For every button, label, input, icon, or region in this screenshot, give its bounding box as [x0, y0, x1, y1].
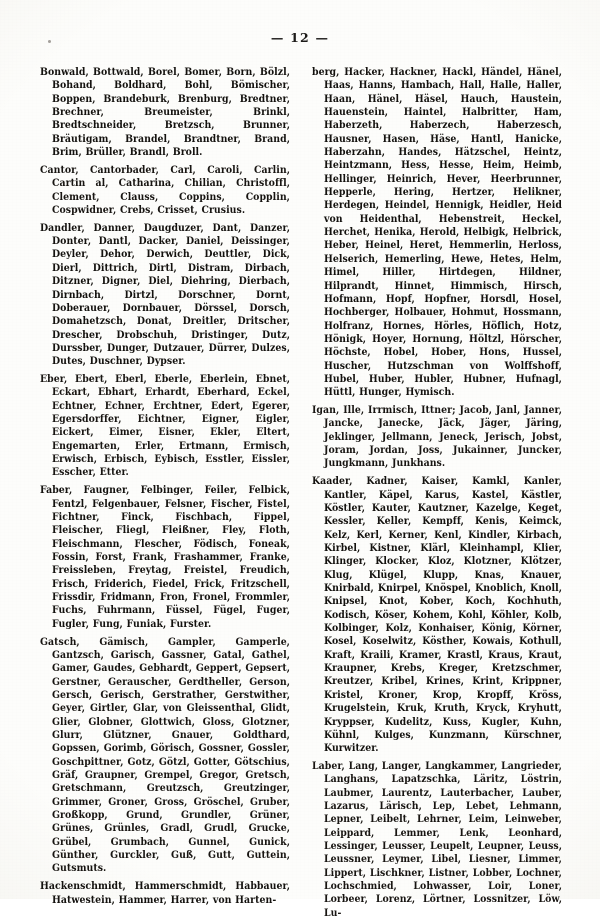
surname-block-k: Kaader, Kadner, Kaiser, Kamkl, Kanler, Kantler, Käpel, Karus, Kastel, Kästler, Köstler, Kauter, Kautzner, Kazelge, Keget, Kessler, Keller, Kempff, Kenis, Keimck, Kelz, Kerl, Kerner, Kenl, Kindler, Kirbach, Kirbel, Kistner, Klärl, Kleinhampl, Klier, Klinger, Klocker, Kloz, Klotzner, Klötzer, Klug, Klügel, Klupp, Knas, Knauer, Knirbald, Knirpel, Knöspel, Knoblich, Knoll, Knipsel, Knot, Kober, Koch, Kochhuth, Kodisch, Köser, Kohem, Kohl, Köhler, Kolb, Kolbinger, Kolz, Konhaiser, König, Körner, Kosel, Koselwitz, Kösther, Kowais, Kothull, Kraft, Kraili, Kramer, Krastl, Kraus, Kraut, Kraupner, Krebs, Kreger, Kretzschmer, Kreutzer, Kribel, Krines, Krint, Krippner, Kristel, Kroner, Krop, Kropff, Kröss, Krugelstein, Kruk, Kruth, Kryck, Kryhutt, Kryppser, Kudelitz, Kuss, Kugler, Kuhn, Kühnl, Kulges, Kunzmann, Kürschner, Kurwitzer. — [312, 475, 562, 755]
surname-block-f: Faber, Faugner, Felbinger, Feiler, Felbick, Fentzl, Felgenbauer, Felsner, Fischer, Fistel, Fichtner, Finck, Fischbach, Fippel, Fleischer, Fliegl, Fleißner, Fley, Floth, Fleischmann, Flescher, Födisch, Foneak, Fossin, Forst, Frank, Frashammer, Franke, Freissleben, Freytag, Freistel, Freudich, Frisch, Friderich, Fiedel, Frick, Fritzschell, Frissdir, Fridmann, Fron, Fronel, Frommler, Fuchs, Fuhrmann, Füssel, Fügel, Fuger, Fugler, Fung, Funiak, Furster. — [40, 484, 290, 630]
right-column — [312, 66, 562, 919]
surname-block-c: Cantor, Cantorbader, Carl, Caroli, Carlin, Cartin al, Catharina, Chilian, Christoffl, Clement, Clauss, Coppins, Copplin, Cospwidner, Crebs, Crisset, Crusius. — [40, 163, 290, 216]
surname-block-g: Gatsch, Gämisch, Gampler, Gamperle, Gantzsch, Garisch, Gassner, Gatal, Gathel, Gamer, Gaudes, Gebhardt, Geppert, Gepsert, Gerstner, Gerauscher, Gerdtheller, Gerson, Gersch, Gerisch, Gerstrather, Gerstwither, Geyer, Girtler, Glar, von Gleissenthal, Glidt, Glier, Globner, Glottwich, Gloss, Glotzner, Glurr, Glützner, Gnauer, Goldthard, Gopssen, Gorimb, Görisch, Gossner, Gossler, Goschpittner, Gotz, Götzl, Gotter, Götschius, Gräf, Graupner, Grempel, Gregor, Gretsch, Gretschmann, Greutzsch, Greutzinger, Grimmer, Groner, Gross, Gröschel, Gruber, Großkopp, Grund, Grundler, Grüner, Grünes, Grünles, Gradl, Grudl, Grucke, Grübel, Grumbach, Gunnel, Gunick, Günther, Gurckler, Guß, Gutt, Guttein, Gutsmuts. — [40, 635, 290, 875]
surname-block-d: Dandler, Danner, Daugduzer, Dant, Danzer, Donter, Dantl, Dacker, Daniel, Deissinger, Deyler, Dehor, Derwich, Deuttler, Dick, Dierl, Dittrich, Dirtl, Distram, Dirbach, Ditzner, Digner, Diel, Diehring, Dierbach, Dirnbach, Dirtzl, Dorschner, Dornt, Doberauer, Dornbauer, Dörssel, Dorsch, Domahetzsch, Donat, Dreitler, Dritscher, Drescher, Drobschuh, Dristinger, Dutz, Durssber, Dunger, Dutzauer, Dürrer, Dulzes, Dutes, Duschner, Dypser. — [40, 221, 290, 368]
surname-block-i-j: Igan, Ille, Irrmisch, Ittner; Jacob, Janl, Janner, Jancke, Janecke, Jäck, Jäger, Järing, Jeklinger, Jellmann, Jeneck, Jerisch, Jobst, Joram, Jordan, Joss, Jukainner, Juncker, Jungkmann, Junkhans. — [312, 404, 562, 470]
surname-block-e: Eber, Ebert, Eberl, Eberle, Eberlein, Ebnet, Eckart, Ebhart, Erhardt, Eberhard, Eckel, Echtner, Echner, Erchtner, Edert, Egerer, Egersdorffer, Eichtner, Eigner, Eigler, Eickert, Eimer, Eisner, Ekler, Eltert, Engemarten, Erler, Ertmann, Ermisch, Erwisch, Erbisch, Eybisch, Esstler, Eissler, Esscher, Etter. — [40, 373, 290, 479]
surname-block-l: Laber, Lang, Langer, Langkammer, Langrieder, Langhans, Lapatzschka, Läritz, Löstrin, Laubmer, Laurentz, Lauterbacher, Lauber, Lazarus, Lärisch, Lep, Lebet, Lehmann, Lepner, Leibelt, Lehrner, Leim, Leinweber, Leippard, Lemmer, Lenk, Leonhard, Lessinger, Leusser, Leupelt, Leupner, Leuss, Leussner, Leymer, Libel, Liesner, Limmer, Lippert, Lischkner, Listner, Lobber, Lochner, Lochschmied, Lohwasser, Loir, Loner, Lorbeer, Lorenz, Lörtner, Lossnitzer, Löw, Lu- — [312, 760, 562, 919]
surname-block-h-continued: berg, Hacker, Hackner, Hackl, Händel, Hänel, Haas, Hanns, Hambach, Hall, Halle, Haller, Haan, Hänel, Häsel, Hauch, Haustein, Hauenstein, Haintel, Halbritter, Ham, Haberzeth, Haberzech, Haberzesch, Hausner, Hasen, Häse, Hantl, Hanicke, Haberzahn, Handes, Hätzschel, Heintz, Heintzmann, Hess, Hesse, Heim, Heimb, Hellinger, Heinrich, Hever, Heerbrunner, Hepperle, Hering, Hertzer, Helikner, Herdegen, Heindel, Hennigk, Heidler, Heid von Heidenthal, Hebenstreit, Heckel, Herchet, Henika, Herold, Helbigk, Helbrick, Heber, Heinel, Heret, Hemmerlin, Herloss, Helserich, Hemerling, Hewe, Hetes, Helm, Himel, Hiller, Hirtdegen, Hildner, Hilprandt, Hinnet, Himmisch, Hirsch, Hofmann, Hopf, Hopfner, Horsdl, Hosel, Hochberger, Holbauer, Hohmut, Hossmann, Holfranz, Hornes, Hörles, Höflich, Hotz, Hönigk, Hoyer, Hornung, Höltzl, Hörscher, Höchste, Hobel, Hober, Hons, Hussel, Huscher, Hutzschman von Wolffshoff, Hubel, Huber, Hubler, Hubner, Hufnagl, Hüttl, Hunger, Hymisch. — [312, 66, 562, 399]
two-column-text-body — [40, 66, 562, 919]
left-column — [40, 66, 290, 906]
surname-block-h-start: Hackenschmidt, Hammerschmidt, Habbauer, Hatwestein, Hammer, Harrer, von Harten- — [40, 880, 290, 906]
page-number: — 12 — — [270, 30, 330, 45]
surname-block-b: Bonwald, Bottwald, Borel, Bomer, Born, Bölzl, Bohand, Boldhard, Bohl, Bömischer, Boppen, Brandeburk, Brenburg, Bredtner, Brechner, Breumeister, Brinkl, Bredtschneider, Bretzsch, Brunner, Bräutigam, Brandel, Brandtner, Brand, Brim, Brüller, Brandl, Broll. — [40, 66, 290, 159]
